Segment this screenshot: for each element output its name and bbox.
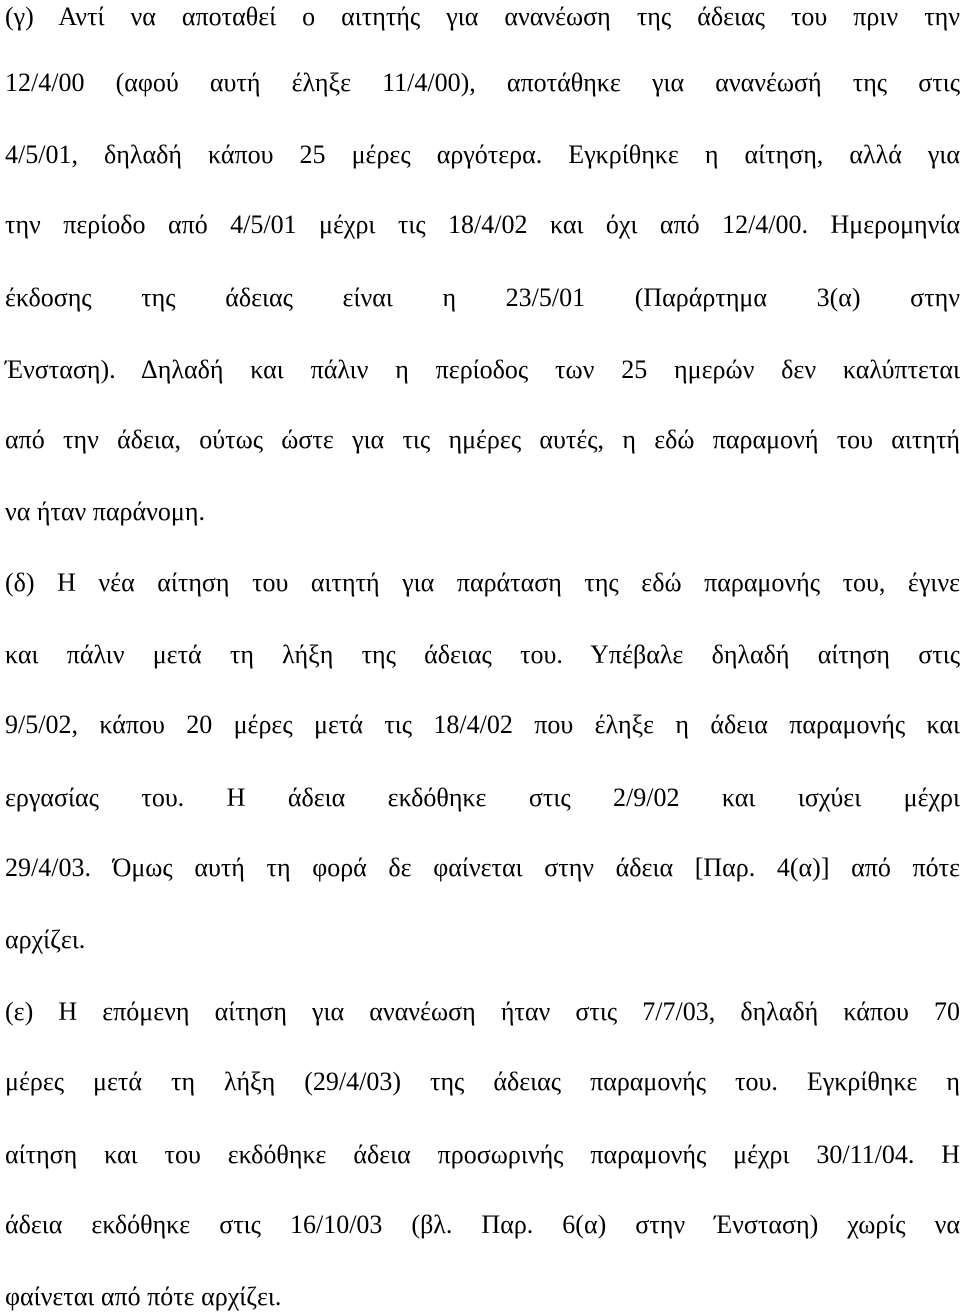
text-line: μέρες μετά τη λήξη (29/4/03) της άδειας παραμονής του. Εγκρίθηκε η [5,1067,960,1096]
text-line: από την άδεια, ούτως ώστε για τις ημέρες αυτές, η εδώ παραμονή του αιτητή [5,425,960,454]
text-line: και πάλιν μετά τη λήξη της άδειας του. Υπέβαλε δηλαδή αίτηση στις [5,640,960,669]
text-line: αρχίζει. [5,925,86,954]
text-line: (γ) Αντί να αποταθεί ο αιτητής για ανανέωση της άδειας του πριν την [5,2,960,31]
text-line: Ένσταση). Δηλαδή και πάλιν η περίοδος των 25 ημερών δεν καλύπτεται [5,355,960,384]
text-line: εργασίας του. Η άδεια εκδόθηκε στις 2/9/02 και ισχύει μέχρι [5,783,960,812]
text-line: 29/4/03. Όμως αυτή τη φορά δε φαίνεται στην άδεια [Παρ. 4(α)] από πότε [5,853,960,882]
text-line: 12/4/00 (αφού αυτή έληξε 11/4/00), αποτάθηκε για ανανέωσή της στις [5,68,960,97]
text-line: έκδοσης της άδειας είναι η 23/5/01 (Παράρτημα 3(α) στην [5,283,960,312]
text-line: άδεια εκδόθηκε στις 16/10/03 (βλ. Παρ. 6(α) στην Ένσταση) χωρίς να [5,1210,960,1239]
text-line: 4/5/01, δηλαδή κάπου 25 μέρες αργότερα. Εγκρίθηκε η αίτηση, αλλά για [5,140,960,169]
text-line: 9/5/02, κάπου 20 μέρες μετά τις 18/4/02 που έληξε η άδεια παραμονής και [5,710,960,739]
text-line: αίτηση και του εκδόθηκε άδεια προσωρινής παραμονής μέχρι 30/11/04. Η [5,1140,960,1169]
text-line: την περίοδο από 4/5/01 μέχρι τις 18/4/02 και όχι από 12/4/00. Ημερομηνία [5,210,960,239]
text-line: να ήταν παράνομη. [5,497,205,526]
text-line: φαίνεται από πότε αρχίζει. [5,1282,282,1311]
text-line: (δ) Η νέα αίτηση του αιτητή για παράταση της εδώ παραμονής του, έγινε [5,568,960,597]
text-line: (ε) Η επόμενη αίτηση για ανανέωση ήταν στις 7/7/03, δηλαδή κάπου 70 [5,997,960,1026]
